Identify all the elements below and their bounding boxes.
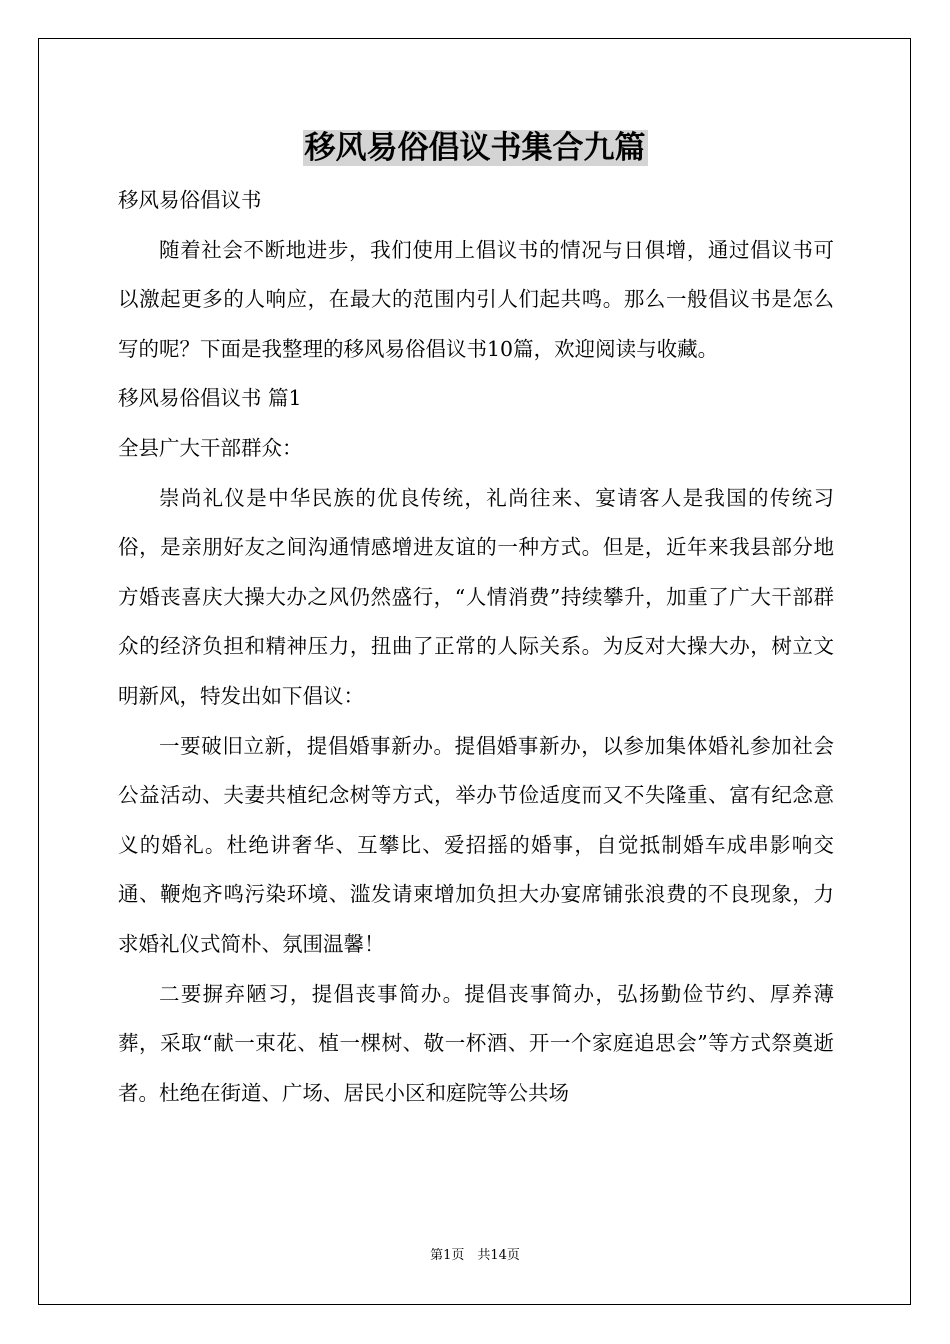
page-footer: 第1页 共14页 xyxy=(430,1248,520,1263)
document-title xyxy=(0,126,950,170)
paragraph: 崇尚礼仪是中华民族的优良传统，礼尚往来、宴请客人是我国的传统习俗，是亲朋好友之间沟通情感增进友谊的一种方式。但是，近年来我县部分地方婚丧喜庆大操大办之风仍然盛行，“人情消费”持续攀升，加重了广大干部群众的经济负担和精神压力，扭曲了正常的人际关系。为反对大操大办，树立文明新风，特发出如下倡议： xyxy=(118,485,834,708)
document-body xyxy=(118,176,834,1118)
paragraph: 随着社会不断地进步，我们使用上倡议书的情况与日俱增，通过倡议书可以激起更多的人响应，在最大的范围内引人们起共鸣。那么一般倡议书是怎么写的呢？下面是我整理的移风易俗倡议书10篇，欢迎阅读与收藏。 xyxy=(118,237,834,361)
paragraph: 移风易俗倡议书 篇1 xyxy=(118,386,302,411)
paragraph: 全县广大干部群众： xyxy=(118,435,303,460)
paragraph: 一要破旧立新，提倡婚事新办。提倡婚事新办，以参加集体婚礼参加社会公益活动、夫妻共植纪念树等方式，举办节俭适度而又不失隆重、富有纪念意义的婚礼。杜绝讲奢华、互攀比、爱招摇的婚事，自觉抵制婚车成串影响交通、鞭炮齐鸣污染环境、滥发请柬增加负担大办宴席铺张浪费的不良现象，力求婚礼仪式简朴、氛围温馨！ xyxy=(118,733,834,956)
paragraph: 二要摒弃陋习，提倡丧事简办。提倡丧事简办，弘扬勤俭节约、厚养薄葬，采取“献一束花、植一棵树、敬一杯酒、开一个家庭追思会”等方式祭奠逝者。杜绝在街道、广场、居民小区和庭院等公共场 xyxy=(118,981,834,1105)
paragraph: 移风易俗倡议书 xyxy=(118,188,262,212)
document-title-text: 移风易俗倡议书集合九篇 xyxy=(304,130,646,166)
